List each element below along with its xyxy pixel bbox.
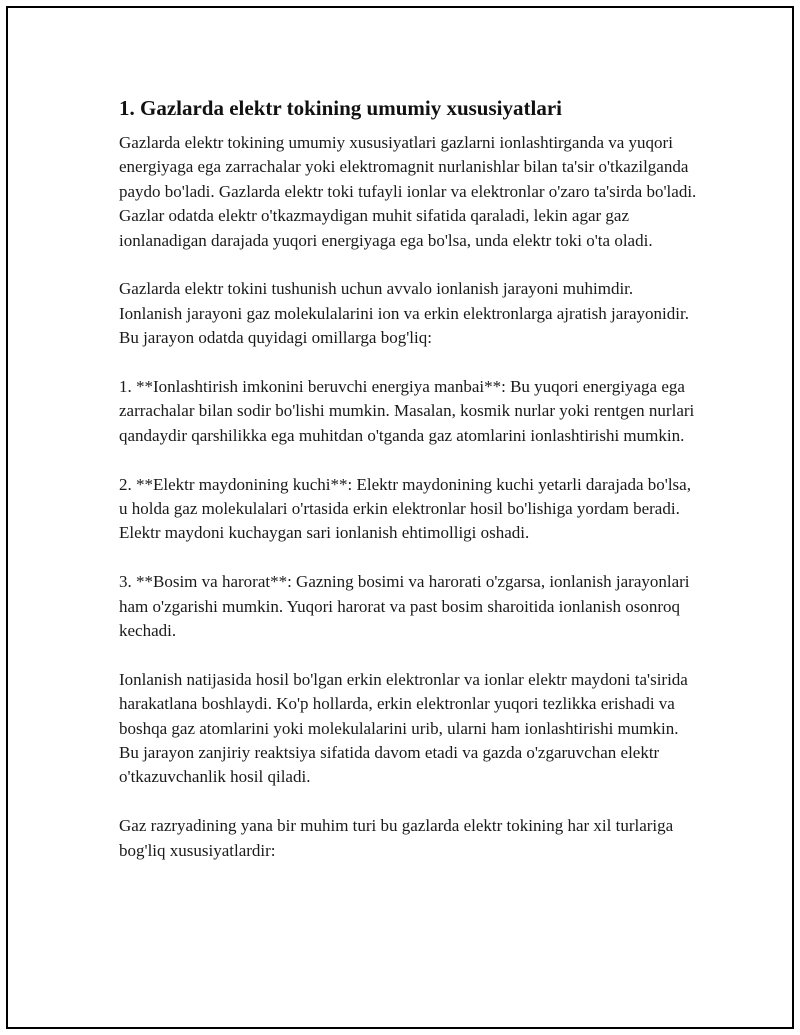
section-heading: 1. Gazlarda elektr tokining umumiy xususiyatlari — [119, 96, 562, 120]
list-item-electric-field: 2. **Elektr maydonining kuchi**: Elektr maydonining kuchi yetarli darajada bo'lsa, u holda gaz molekulalari o'rtasida erkin elektronlar hosil bo'lishiga yordam beradi. Elektr maydoni kuchaygan sari ionlanish ehtimolligi oshadi. — [119, 474, 691, 543]
paragraph-discharge-types: Gaz razryadining yana bir muhim turi bu gazlarda elektr tokining har xil turlariga bog'liq xususiyatlardir: — [119, 816, 674, 860]
paragraph-chain-reaction: Ionlanish natijasida hosil bo'lgan erkin elektronlar va ionlar elektr maydoni ta'sirida harakatlana boshlaydi. Ko'p hollarda, erkin elektronlar yuqori tezlikka erishadi va boshqa gaz atomlarini yoki molekulalarini urib, ularni ham ionlashtirishi mumkin. Bu jarayon zanjiriy reaktsiya sifatida davom etadi va gazda o'zgaruvchan elektr o'tkazuvchanlik hosil qiladi. — [119, 669, 688, 787]
list-item-energy-source: 1. **Ionlashtirish imkonini beruvchi energiya manbai**: Bu yuqori energiyaga ega zarrachalar bilan sodir bo'lishi mumkin. Masalan, kosmik nurlar yoki rentgen nurlari qandaydir qarshilikka ega muhitdan o'tganda gaz atomlarini ionlashtirishi mumkin. — [119, 377, 695, 445]
document-page — [6, 6, 794, 1029]
list-item-pressure-temperature: 3. **Bosim va harorat**: Gazning bosimi va harorati o'zgarsa, ionlanish jarayonlari ham o'zgarishi mumkin. Yuqori harorat va past bosim sharoitida ionlanish osonroq kechadi. — [119, 572, 690, 641]
document-body — [119, 94, 699, 887]
paragraph-ionization: Gazlarda elektr tokini tushunish uchun avvalo ionlanish jarayoni muhimdir. Ionlanish jarayoni gaz molekulalarini ion va erkin elektronlarga ajratish jarayonidir. Bu jarayon odatda quyidagi omillarga bog'liq: — [119, 279, 689, 348]
paragraph-intro: Gazlarda elektr tokining umumiy xususiyatlari gazlarni ionlashtirganda va yuqori energiyaga ega zarrachalar yoki elektromagnit nurlanishlar bilan ta'sir o'tkazilganda paydo bo'ladi. Gazlarda elektr toki tufayli ionlar va elektronlar o'zaro ta'sirda bo'ladi. Gazlar odatda elektr o'tkazmaydigan muhit sifatida qaraladi, lekin agar gaz ionlanadigan darajada yuqori energiyaga ega bo'lsa, unda elektr toki o'ta oladi. — [119, 133, 697, 250]
